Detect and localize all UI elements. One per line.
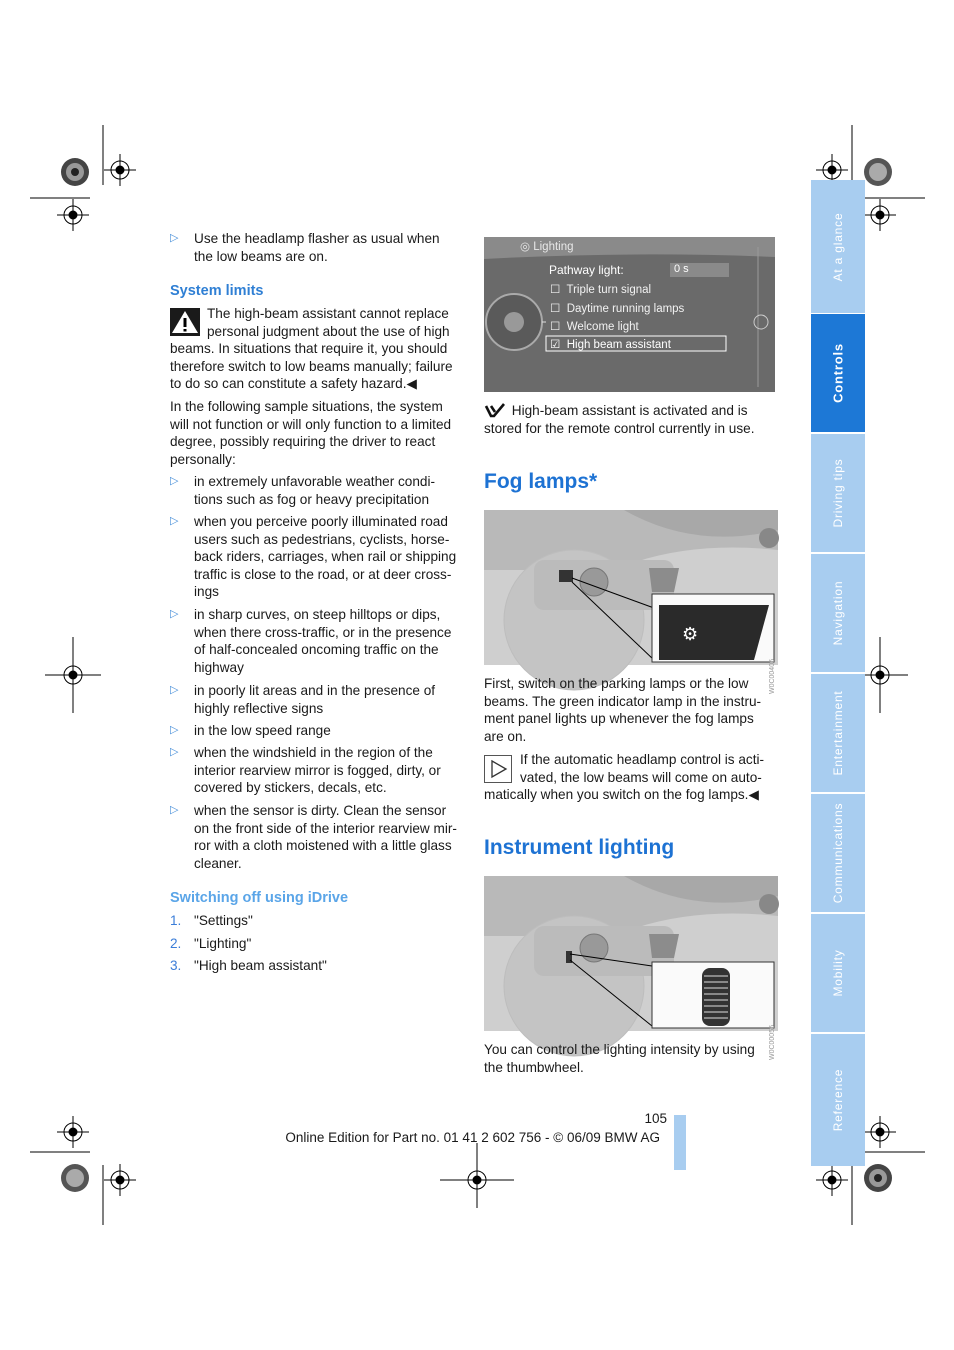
screen-item: ☐ Daytime running lamps: [550, 303, 685, 315]
tab-at-a-glance[interactable]: At a glance: [811, 180, 865, 313]
pathway-label: Pathway light:: [549, 263, 624, 277]
idrive-heading: Switching off using iDrive: [170, 890, 349, 906]
fog-lamp-photo: ⚙ W0C00406: [484, 510, 778, 665]
fog-lamps-heading: Fog lamps*: [484, 470, 598, 493]
screen-item: ☐ Triple turn signal: [550, 284, 652, 296]
instrument-lighting-heading: Instrument lighting: [484, 836, 675, 859]
step-item: 2. "Lighting": [170, 936, 252, 951]
page-marker-bar: [674, 1115, 686, 1170]
step-item: 3. "High beam assistant": [170, 958, 327, 973]
checkmark-caption: High-beam assistant is activated and is stored for the remote control currently in use.: [484, 403, 755, 436]
list-item: ▷ when the sensor is dirty. Clean the sensor on the front side of the interior rearview mir-ror with a cloth moistened with a little glass cleaner.: [170, 803, 457, 871]
bullet-arrow-icon: ▷: [170, 746, 179, 758]
bullet-arrow-icon: ▷: [170, 232, 179, 244]
system-limits-heading: System limits: [170, 283, 264, 299]
tab-driving-tips[interactable]: Driving tips: [811, 434, 865, 552]
list-item: ▷ in sharp curves, on steep hilltops or dips, when there cross-traffic, or in the presence of half-concealed oncoming traffic on the highway: [170, 607, 452, 675]
page-number: 105: [644, 1111, 667, 1126]
tab-reference[interactable]: Reference: [811, 1034, 865, 1166]
bullet-arrow-icon: ▷: [170, 804, 179, 816]
list-item: ▷ in the low speed range: [170, 723, 331, 738]
idrive-screen: [484, 237, 775, 392]
fog-paragraph: First, switch on the parking lamps or the low beams. The green indicator lamp in the instru-ment panel lights up whenever the fog lamps are on.: [484, 676, 762, 744]
warning-text: The high-beam assistant cannot replace personal judgment about the use of high beams. In situations that require it, you should therefore switch to low beams manually; failure to do so can constitute a safety hazard.◀: [170, 306, 453, 392]
screen-item: ☐ Welcome light: [550, 321, 639, 333]
bullet-arrow-icon: ▷: [170, 608, 179, 620]
bullet-arrow-icon: ▷: [170, 515, 179, 527]
intro-bullet: ▷ Use the headlamp flasher as usual when the low beams are on.: [170, 231, 440, 264]
tab-entertainment[interactable]: Entertainment: [811, 674, 865, 792]
tab-navigation[interactable]: Navigation: [811, 554, 865, 672]
limits-paragraph: In the following sample situations, the system will not function or will only function to a limited degree, possibly requiring the driver to react personally:: [170, 399, 452, 467]
note-text: If the automatic headlamp control is acti-vated, the low beams will come on auto-matically when you switch on the fog lamps.◀: [484, 752, 765, 803]
checkmark-icon: [484, 402, 508, 418]
edition-footer: Online Edition for Part no. 01 41 2 602 756 - © 06/09 BMW AG: [285, 1130, 660, 1145]
bullet-arrow-icon: ▷: [170, 475, 179, 487]
list-item: ▷ when the windshield in the region of the interior rearview mirror is fogged, dirty, or covered by stickers, decals, etc.: [170, 745, 441, 796]
step-item: 1. "Settings": [170, 913, 253, 928]
screen-title: ◎ Lighting: [520, 241, 574, 253]
svg-text:⚙: ⚙: [682, 624, 699, 645]
bullet-arrow-icon: ▷: [170, 724, 179, 736]
screen-item-selected: ☑ High beam assistant: [550, 339, 671, 351]
list-item: ▷ in poorly lit areas and in the presence of highly reflective signs: [170, 683, 436, 716]
tab-mobility[interactable]: Mobility: [811, 914, 865, 1032]
thumbwheel-photo: W0C00056: [484, 876, 778, 1031]
tab-controls[interactable]: Controls: [811, 314, 865, 432]
end-mark-icon: ◀: [406, 376, 417, 392]
list-item: ▷ when you perceive poorly illuminated road users such as pedestrians, cyclists, horse-back riders, carriages, when rail or shipping traffic is close to the road, or at deer cross-ings: [170, 514, 457, 600]
end-mark-icon: ◀: [748, 787, 759, 803]
instrument-paragraph: You can control the lighting intensity by using the thumbwheel.: [484, 1042, 755, 1075]
tab-communications[interactable]: Communications: [811, 794, 865, 912]
bullet-arrow-icon: ▷: [170, 684, 179, 696]
pathway-value: 0 s: [670, 263, 729, 277]
list-item: ▷ in extremely unfavorable weather condi-tions such as fog or heavy precipitation: [170, 474, 436, 507]
